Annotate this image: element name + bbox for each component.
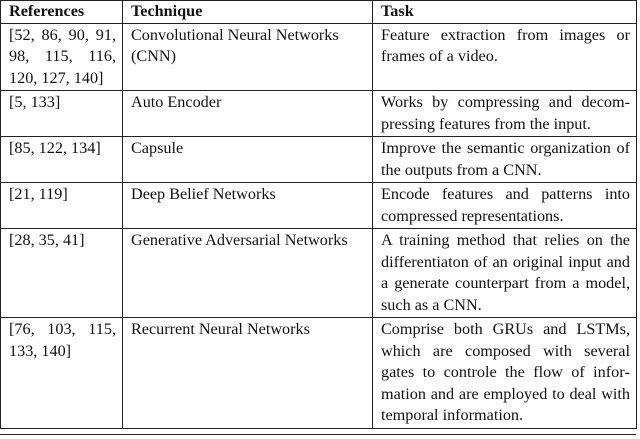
table-row (1, 229, 637, 318)
cell-task: A training method that relies on the differentiaton of an original input and a generate counterpart from a model, such as a CNN. (373, 229, 637, 318)
cell-technique: Generative Adversarial Networks (123, 229, 373, 318)
table-row (1, 137, 637, 183)
cell-technique: Recurrent Neural Networks (123, 318, 373, 429)
cell-task: Comprise both GRUs and LSTMs, which are composed with several gates to controle the flow of information and are employed to deal with temporal information. (373, 318, 637, 429)
table-header-row (1, 1, 637, 24)
cell-references: [85, 122, 134] (1, 137, 123, 183)
cell-technique: Auto Encoder (123, 91, 373, 137)
cell-task: Feature extraction from images or frames of a video. (373, 23, 637, 91)
cell-references: [52, 86, 90, 91, 98, 115, 116, 120, 127, 140] (1, 23, 123, 91)
cell-task: Encode features and patterns into compressed representations. (373, 183, 637, 229)
header-references: References (1, 1, 123, 24)
bottom-rule-divider (0, 434, 636, 435)
cell-technique: Convolutional Neural Networks (CNN) (123, 23, 373, 91)
table-row (1, 183, 637, 229)
cell-technique: Capsule (123, 137, 373, 183)
cell-task: Improve the semantic organization of the outputs from a CNN. (373, 137, 637, 183)
cell-references: [21, 119] (1, 183, 123, 229)
header-task: Task (373, 1, 637, 24)
cell-references: [28, 35, 41] (1, 229, 123, 318)
cell-references: [5, 133] (1, 91, 123, 137)
cell-task: Works by compressing and decompressing features from the input. (373, 91, 637, 137)
cell-references: [76, 103, 115, 133, 140] (1, 318, 123, 429)
header-technique: Technique (123, 1, 373, 24)
table-row (1, 91, 637, 137)
table-row (1, 318, 637, 429)
table-row (1, 23, 637, 91)
cell-technique: Deep Belief Networks (123, 183, 373, 229)
